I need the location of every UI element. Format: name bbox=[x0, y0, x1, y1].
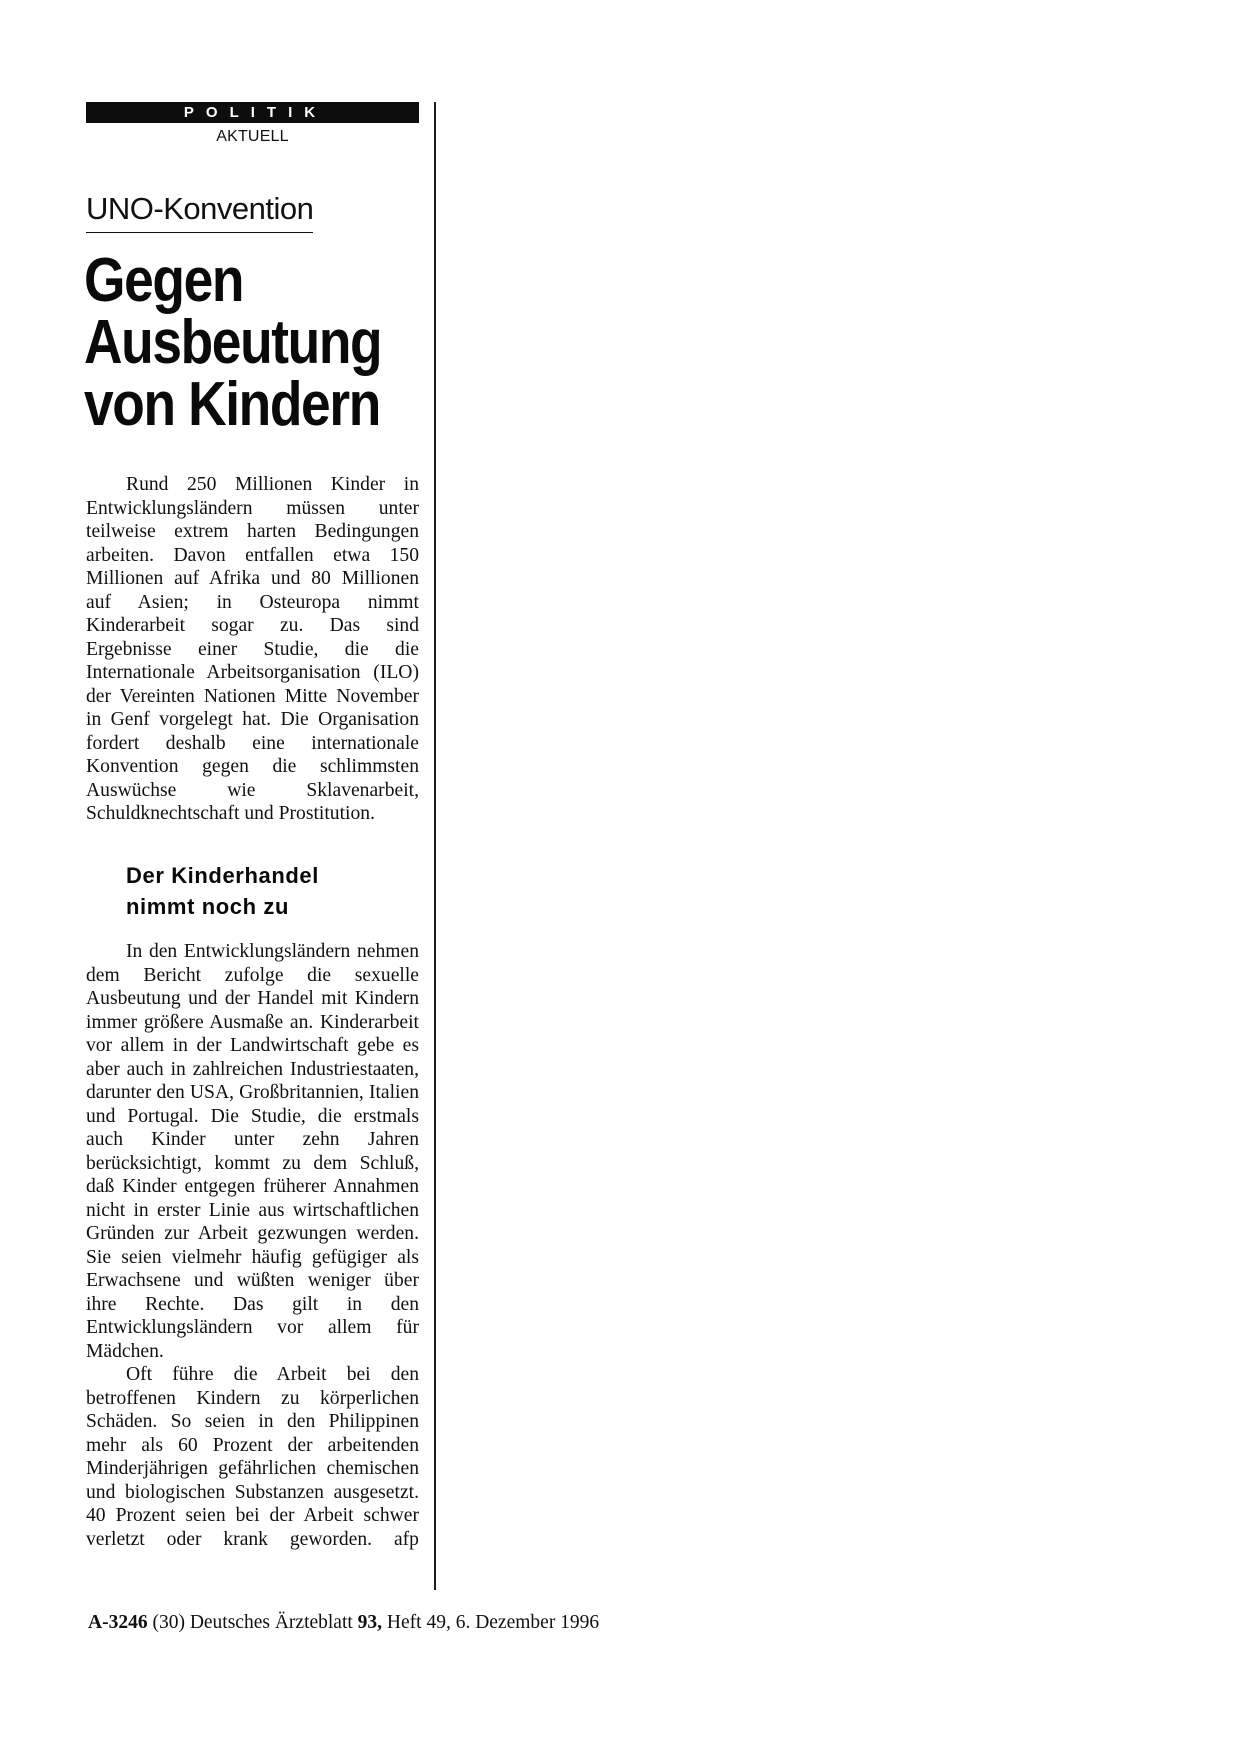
column-rule bbox=[434, 102, 436, 1590]
headline-line: Gegen bbox=[84, 246, 244, 315]
page-code: A-3246 bbox=[88, 1612, 148, 1633]
subsection-label: AKTUELL bbox=[216, 128, 289, 145]
article-subhead bbox=[126, 860, 319, 922]
subhead-line: nimmt noch zu bbox=[126, 894, 290, 919]
page-number: (30) Deutsches Ärzteblatt bbox=[152, 1612, 353, 1633]
article-kicker: UNO-Konvention bbox=[86, 190, 313, 233]
headline-line: Ausbeutung bbox=[84, 308, 382, 377]
subhead-line: Der Kinderhandel bbox=[126, 863, 319, 888]
article-intro bbox=[86, 473, 419, 826]
article-body bbox=[86, 940, 419, 1551]
body-paragraph-last bbox=[86, 1363, 419, 1551]
volume-number: 93, bbox=[357, 1612, 383, 1633]
author-signature: afp bbox=[393, 1528, 419, 1550]
intro-paragraph: Rund 250 Millionen Kinder in Entwicklungsländern müssen unter teilweise extrem harten Bedingungen arbeiten. Davon entfallen etwa 150 Millionen auf Afrika und 80 Millionen auf Asien; in Osteuropa nimmt Kinderarbeit sogar zu. Das sind Ergebnisse einer Studie, die die Internationale Arbeitsorganisation (ILO) der Vereinten Nationen Mitte November in Genf vorgelegt hat. Die Organisation fordert deshalb eine internationale Konvention gegen die schlimmsten Auswüchse wie Sklavenarbeit, Schuldknechtschaft und Prostitution. bbox=[86, 474, 419, 824]
section-bar: POLITIK bbox=[86, 102, 419, 123]
body-paragraph: Oft führe die Arbeit bei den betroffenen Kindern zu körperlichen Schäden. So seien in den Philippinen mehr als 60 Prozent der arbeitenden Minderjährigen gefährlichen chemischen und biologischen Substanzen ausgesetzt. 40 Prozent seien bei der Arbeit schwer verletzt oder krank geworden. bbox=[86, 1364, 419, 1550]
issue-date: Heft 49, 6. Dezember 1996 bbox=[386, 1612, 600, 1633]
article-headline bbox=[84, 246, 394, 439]
headline-line: von Kindern bbox=[84, 370, 380, 439]
page-footer bbox=[88, 1612, 599, 1634]
body-paragraph: In den Entwicklungsländern nehmen dem Bericht zufolge die sexuelle Ausbeutung und der Handel mit Kindern immer größere Ausmaße an. Kinderarbeit vor allem in der Landwirtschaft gebe es aber auch in zahlreichen Industriestaaten, darunter den USA, Großbritannien, Italien und Portugal. Die Studie, die erstmals auch Kinder unter zehn Jahren berücksichtigt, kommt zu dem Schluß, daß Kinder entgegen früherer Annahmen nicht in erster Linie aus wirtschaftlichen Gründen zur Arbeit gezwungen werden. Sie seien vielmehr häufig gefügiger als Erwachsene und wüßten weniger über ihre Rechte. Das gilt in den Entwicklungsländern vor allem für Mädchen. bbox=[86, 941, 419, 1362]
